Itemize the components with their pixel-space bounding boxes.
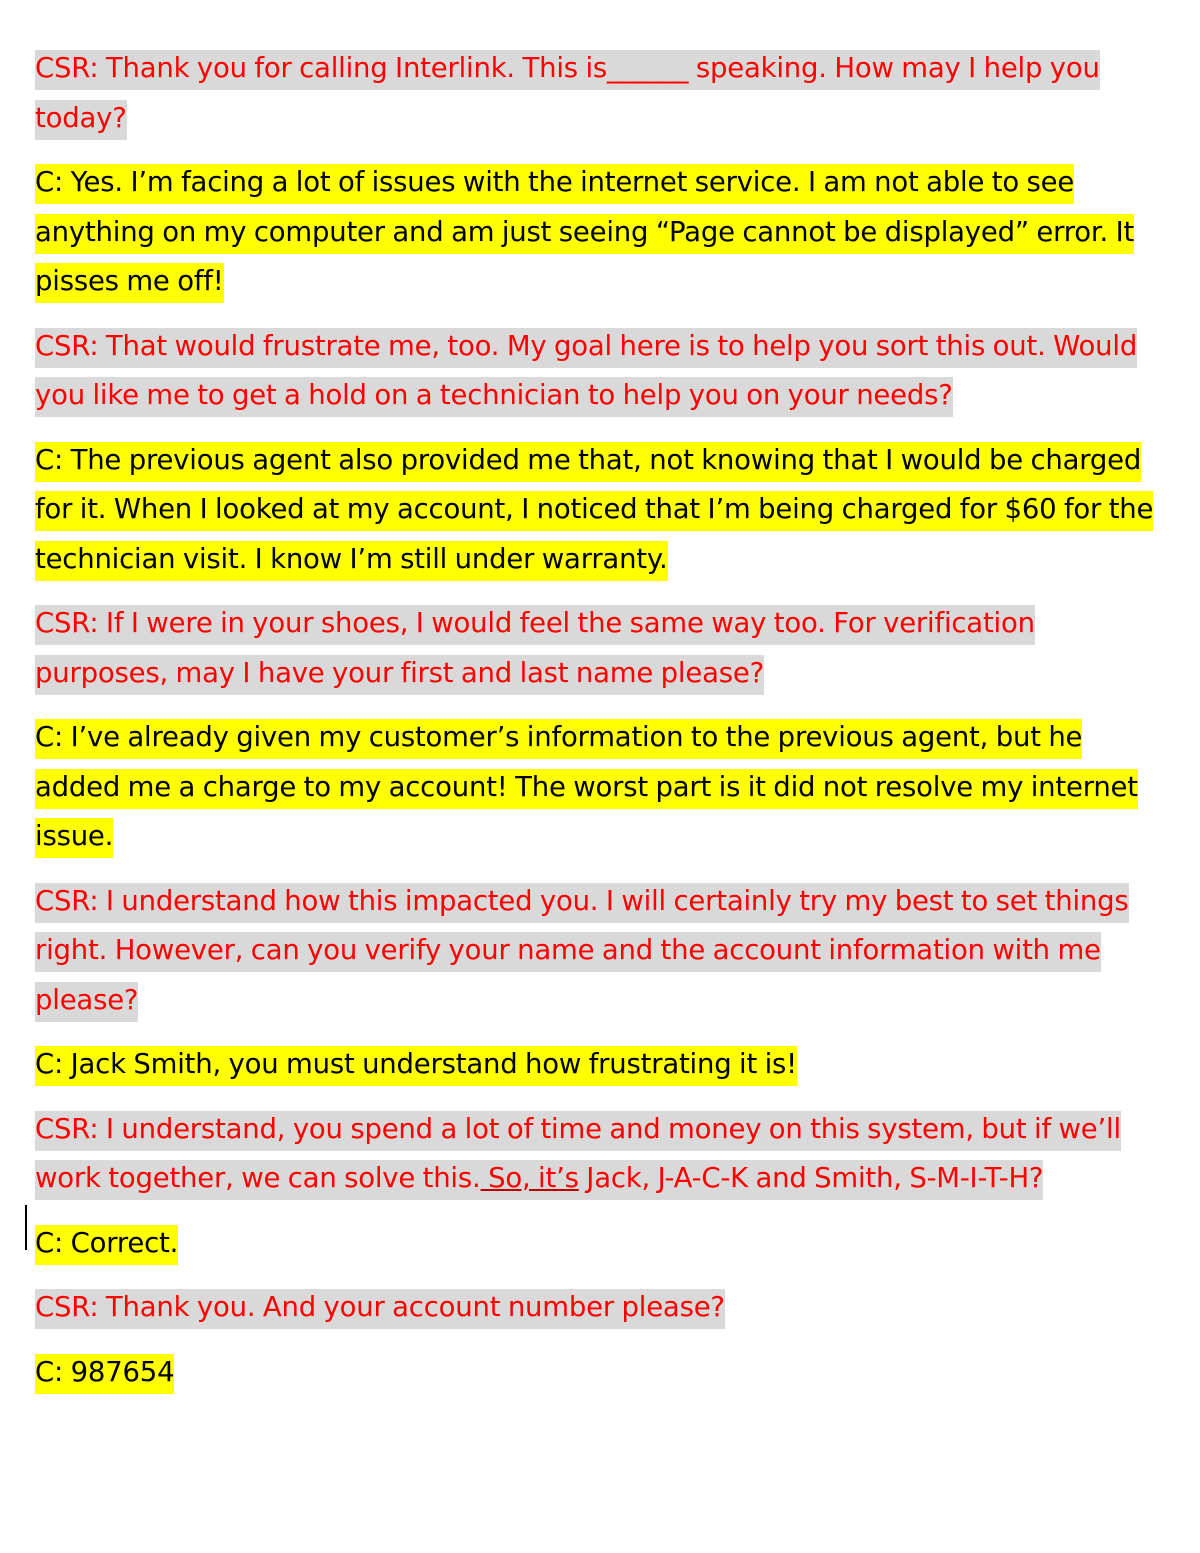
csr-line-3-text: CSR: If I were in your shoes, I would feel the same way too. For verification purposes, may I have your first and last name please? — [35, 605, 1035, 695]
csr-line-6 — [35, 1283, 1165, 1333]
csr-line-4 — [35, 877, 1165, 1026]
customer-line-5 — [35, 1219, 1165, 1269]
csr-line-2 — [35, 322, 1165, 421]
csr-line-4-text: CSR: I understand how this impacted you. I will certainly try my best to set things right. However, can you verify your name and the account information with me please? — [35, 883, 1129, 1022]
csr-line-5-text-after: Jack, J-A-C-K and Smith, S-M-I-T-H? — [578, 1162, 1044, 1194]
document-page — [35, 44, 1165, 1412]
tracked-change-underline-its: it’s — [530, 1162, 579, 1194]
text-cursor — [25, 1205, 27, 1250]
customer-line-4 — [35, 1040, 1165, 1090]
customer-line-3-text: C: I’ve already given my customer’s information to the previous agent, but he added me a charge to my account! The worst part is it did not resolve my internet issue. — [35, 719, 1138, 858]
customer-line-6-text: C: 987654 — [35, 1354, 174, 1394]
csr-line-1-text: CSR: Thank you for calling Interlink. This is______ speaking. How may I help you today? — [35, 50, 1100, 140]
customer-line-5-text: C: Correct. — [35, 1225, 178, 1265]
tracked-change-underline-so: So, — [480, 1162, 531, 1194]
csr-line-1 — [35, 44, 1165, 143]
csr-line-5-text — [35, 1111, 1121, 1201]
customer-line-1-text: C: Yes. I’m facing a lot of issues with the internet service. I am not able to see anything on my computer and am just seeing “Page cannot be displayed” error. It pisses me off! — [35, 164, 1134, 303]
csr-line-5-text-before: CSR: I understand, you spend a lot of time and money on this system, but if we’ll work together, we can solve this. — [35, 1112, 1121, 1194]
customer-line-1 — [35, 158, 1165, 307]
customer-line-2 — [35, 436, 1165, 585]
csr-line-3 — [35, 599, 1165, 698]
customer-line-4-text: C: Jack Smith, you must understand how frustrating it is! — [35, 1046, 797, 1086]
customer-line-2-text: C: The previous agent also provided me that, not knowing that I would be charged for it. When I looked at my account, I noticed that I’m being charged for $60 for the technician visit. I know I’m still under warranty. — [35, 442, 1153, 581]
customer-line-6 — [35, 1348, 1165, 1398]
csr-line-6-text: CSR: Thank you. And your account number please? — [35, 1289, 725, 1329]
csr-line-5 — [35, 1105, 1165, 1204]
customer-line-3 — [35, 713, 1165, 862]
csr-line-2-text: CSR: That would frustrate me, too. My goal here is to help you sort this out. Would you like me to get a hold on a technician to help you on your needs? — [35, 328, 1137, 418]
